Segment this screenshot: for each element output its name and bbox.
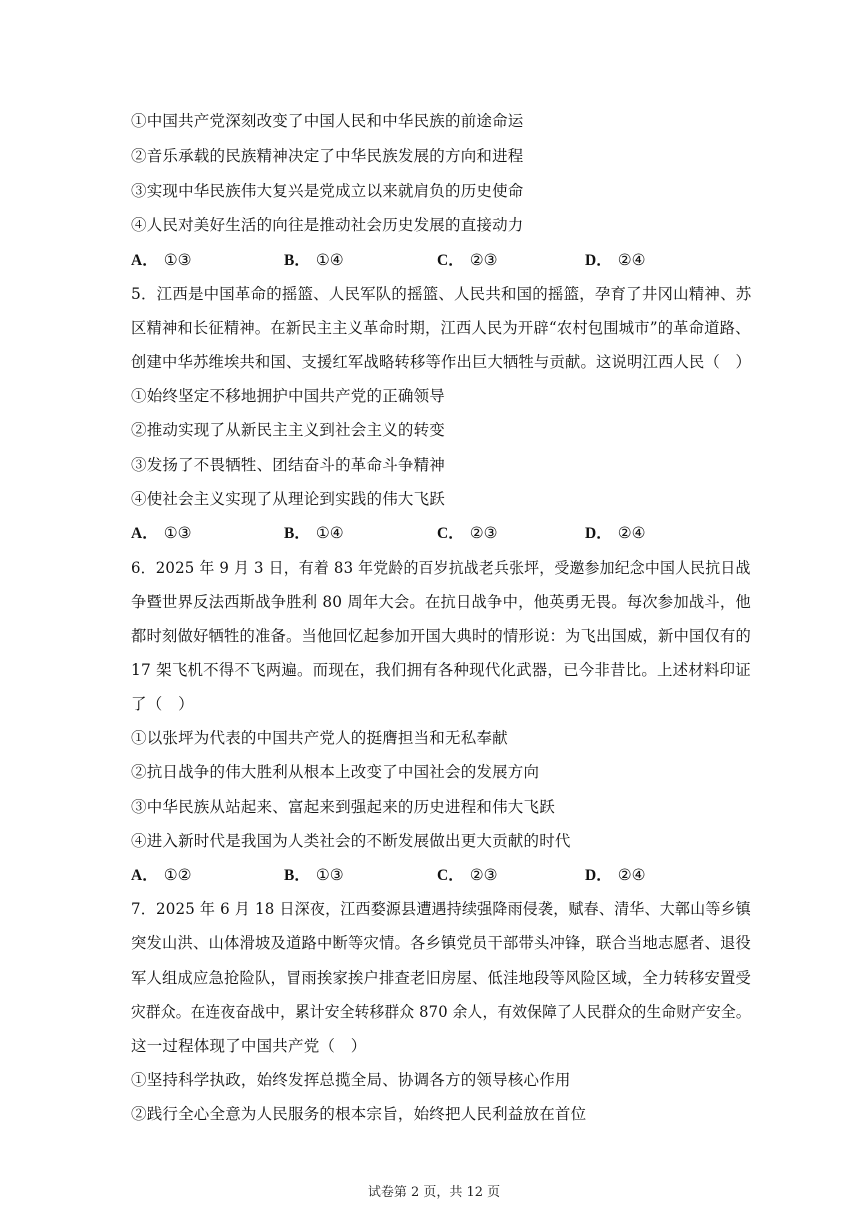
q7-stem-line-2: 突发山洪、山体滑坡及道路中断等灾情。各乡镇党员干部带头冲锋，联合当地志愿者、退役 bbox=[131, 934, 752, 952]
q6-statement-4: ④进入新时代是我国为人类社会的不断发展做出更大贡献的时代 bbox=[131, 832, 571, 850]
q5-options bbox=[131, 523, 751, 543]
q6-option-d[interactable]: D． ②④ bbox=[585, 866, 646, 884]
q5-statement-4: ④使社会主义实现了从理论到实践的伟大飞跃 bbox=[131, 490, 446, 508]
q6-option-a[interactable]: A． ①② bbox=[131, 866, 192, 884]
q4-statement-4: ④人民对美好生活的向往是推动社会历史发展的直接动力 bbox=[131, 216, 524, 234]
q5-option-a[interactable]: A． ①③ bbox=[131, 524, 192, 542]
q4-statement-1: ①中国共产党深刻改变了中国人民和中华民族的前途命运 bbox=[131, 112, 524, 130]
q4-option-c[interactable]: C． ②③ bbox=[437, 251, 498, 269]
q6-stem-line-1: 6．2025 年 9 月 3 日，有着 83 年党龄的百岁抗战老兵张坪，受邀参加纪念中国人民抗日战 bbox=[131, 559, 751, 577]
q7-stem-line-5: 这一过程体现了中国共产党（ ） bbox=[131, 1037, 367, 1055]
q6-stem-line-3: 都时刻做好牺牲的准备。当他回忆起参加开国大典时的情形说：为飞出国威，新中国仅有的 bbox=[131, 627, 752, 645]
q5-stem-line-1: 5．江西是中国革命的摇篮、人民军队的摇篮、人民共和国的摇篮，孕育了井冈山精神、苏 bbox=[131, 285, 752, 303]
page-footer: 试卷第 2 页，共 12 页 bbox=[367, 1185, 501, 1200]
q5-stem-line-2: 区精神和长征精神。在新民主主义革命时期，江西人民为开辟“农村包围城市”的革命道路、 bbox=[131, 319, 751, 337]
q4-statement-2: ②音乐承载的民族精神决定了中华民族发展的方向和进程 bbox=[131, 147, 524, 165]
q6-options bbox=[131, 865, 751, 885]
q7-statement-1: ①坚持科学执政，始终发挥总揽全局、协调各方的领导核心作用 bbox=[131, 1071, 571, 1089]
q4-option-b[interactable]: B． ①④ bbox=[284, 251, 344, 269]
q7-stem-line-3: 军人组成应急抢险队，冒雨挨家挨户排查老旧房屋、低洼地段等风险区域，全力转移安置受 bbox=[131, 969, 752, 987]
q6-option-c[interactable]: C． ②③ bbox=[437, 866, 498, 884]
q6-statement-1: ①以张坪为代表的中国共产党人的挺膺担当和无私奉献 bbox=[131, 729, 508, 747]
q5-statement-3: ③发扬了不畏牺牲、团结奋斗的革命斗争精神 bbox=[131, 456, 446, 474]
q7-statement-2: ②践行全心全意为人民服务的根本宗旨，始终把人民利益放在首位 bbox=[131, 1105, 587, 1123]
q6-stem-line-5: 了（ ） bbox=[131, 695, 194, 713]
q5-option-d[interactable]: D． ②④ bbox=[585, 524, 646, 542]
q6-stem-line-4: 17 架飞机不得不飞两遍。而现在，我们拥有各种现代化武器，已今非昔比。上述材料印证 bbox=[131, 661, 751, 679]
q7-stem-line-1: 7．2025 年 6 月 18 日深夜，江西婺源县遭遇持续强降雨侵袭，赋春、清华、大鄣山等乡镇 bbox=[131, 900, 751, 918]
q4-options bbox=[131, 250, 751, 270]
q5-statement-1: ①始终坚定不移地拥护中国共产党的正确领导 bbox=[131, 387, 446, 405]
q6-option-b[interactable]: B． ①③ bbox=[284, 866, 344, 884]
q4-option-a[interactable]: A． ①③ bbox=[131, 251, 192, 269]
q4-option-d[interactable]: D． ②④ bbox=[585, 251, 646, 269]
q6-statement-3: ③中华民族从站起来、富起来到强起来的历史进程和伟大飞跃 bbox=[131, 798, 555, 816]
q5-option-c[interactable]: C． ②③ bbox=[437, 524, 498, 542]
q6-stem-line-2: 争暨世界反法西斯战争胜利 80 周年大会。在抗日战争中，他英勇无畏。每次参加战斗，他 bbox=[131, 593, 751, 611]
q7-stem-line-4: 灾群众。在连夜奋战中，累计安全转移群众 870 余人，有效保障了人民群众的生命财产安全。 bbox=[131, 1003, 751, 1021]
q5-stem-line-3: 创建中华苏维埃共和国、支援红军战略转移等作出巨大牺牲与贡献。这说明江西人民（ ） bbox=[131, 353, 752, 371]
q5-statement-2: ②推动实现了从新民主主义到社会主义的转变 bbox=[131, 421, 446, 439]
q5-option-b[interactable]: B． ①④ bbox=[284, 524, 344, 542]
q6-statement-2: ②抗日战争的伟大胜利从根本上改变了中国社会的发展方向 bbox=[131, 763, 540, 781]
q4-statement-3: ③实现中华民族伟大复兴是党成立以来就肩负的历史使命 bbox=[131, 182, 524, 200]
